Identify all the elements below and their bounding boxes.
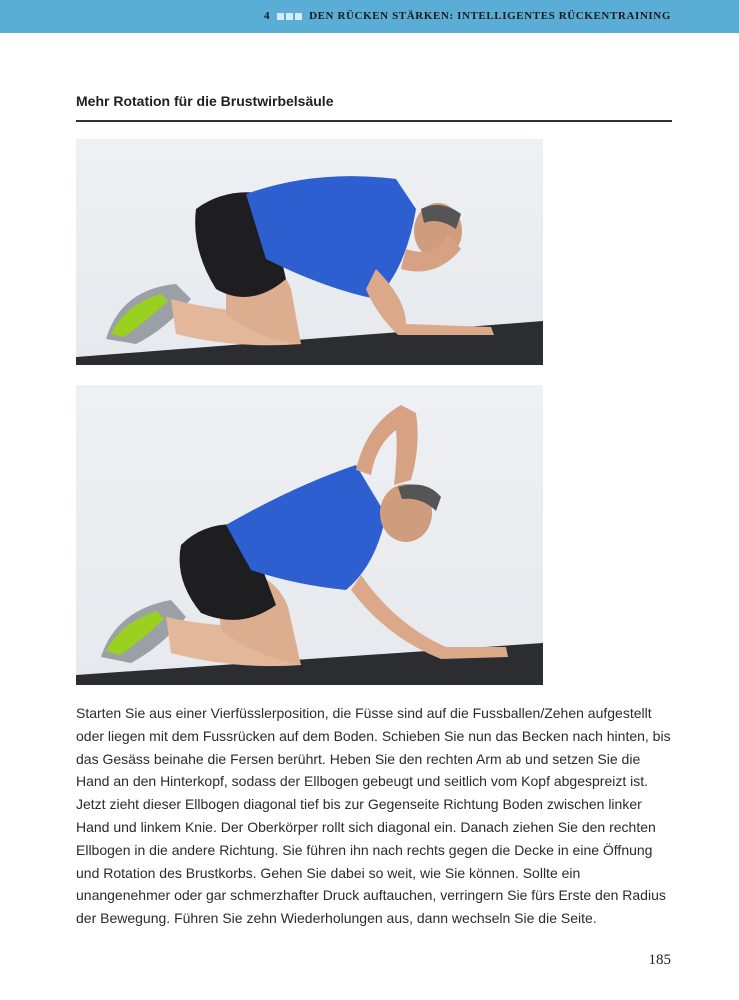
exercise-description: Starten Sie aus einer Vierfüsslerposition, die Füsse sind auf die Fussballen/Zehen aufgestellt oder liegen mit dem Fussrücken auf dem Boden. Schieben Sie nun das Becken nach hinten, bis das Gesäss beinahe die Fersen berührt. Heben Sie den rechten Arm ab und setzen Sie die Hand an den Hinterkopf, sodass der Ellbogen gebeugt und seitlich vom Kopf abgespreizt ist. Jetzt zieht dieser Ellbogen diagonal tief bis zur Gegenseite Richtung Boden zwischen linker Hand und linkem Knie. Der Oberkörper rollt sich diagonal ein. Danach ziehen Sie den rechten Ellbogen in die andere Richtung. Sie führen ihn nach rechts gegen die Decke in eine Öffnung und Rotation des Brustkorbs. Gehen Sie dabei so weit, wie Sie können. Sollte ein unangenehmer oder gar schmerzhafter Druck auftauchen, verringern Sie fürs Erste den Radius der Bewegung. Führen Sie zehn Wiederholungen aus, dann wechseln Sie die Seite. <box>76 705 671 927</box>
square-bullets-icon <box>277 13 302 20</box>
page-number: 185 <box>648 952 671 968</box>
chapter-number: 4 <box>263 10 271 22</box>
section-title: Mehr Rotation für die Brustwirbelsäule <box>76 93 334 109</box>
chapter-title: DEN RÜCKEN STÄRKEN: INTELLIGENTES RÜCKENTRAINING <box>309 10 671 22</box>
exercise-photo-rotated <box>76 385 543 685</box>
exercise-photo-flexed <box>76 139 543 365</box>
title-divider <box>76 120 672 122</box>
chapter-header <box>264 10 671 22</box>
